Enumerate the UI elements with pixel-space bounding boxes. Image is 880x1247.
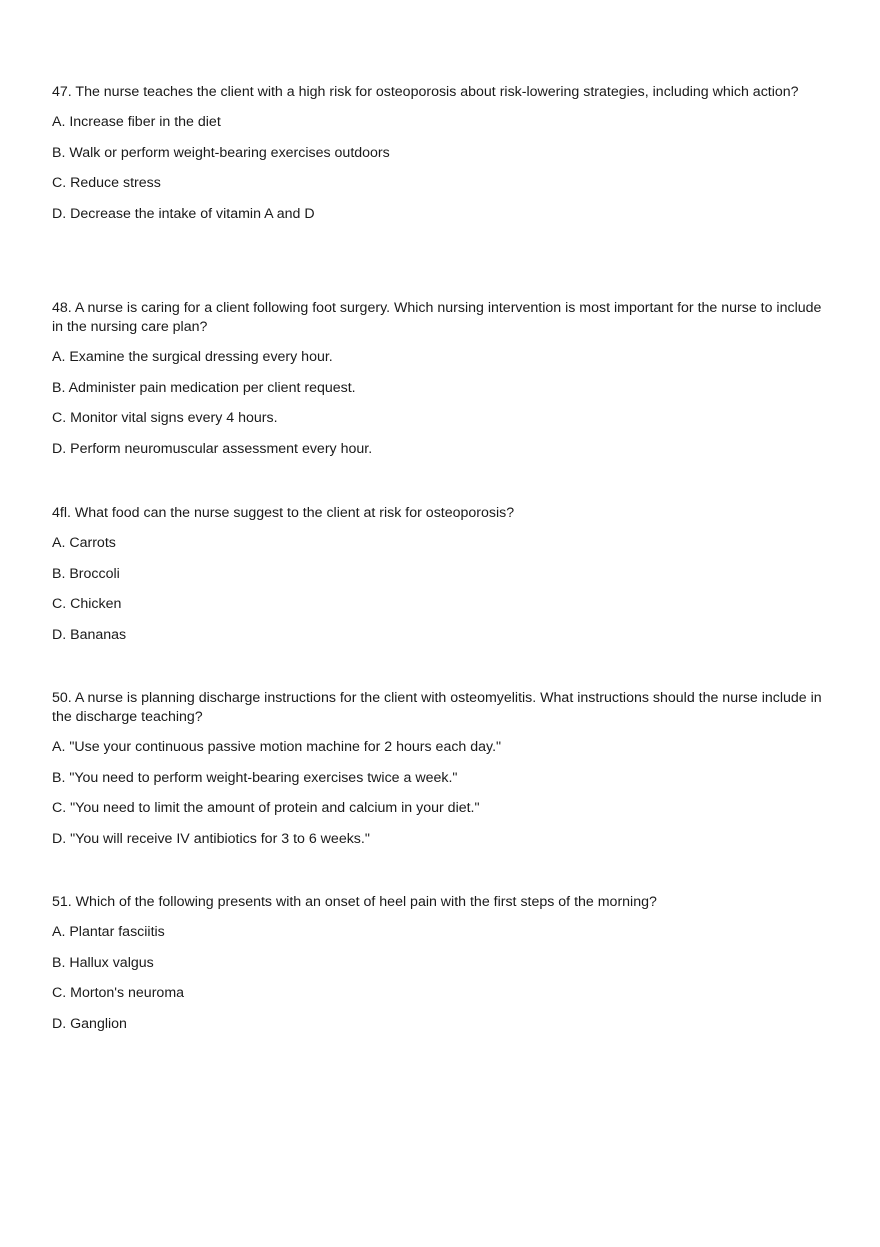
option-b: B. Administer pain medication per client request.	[52, 379, 356, 396]
option-d: D. Decrease the intake of vitamin A and D	[52, 205, 315, 222]
option-a: A. Carrots	[52, 535, 116, 551]
question-stem: 50. A nurse is planning discharge instructions for the client with osteomyelitis. What instructions should the nurse include in the discharge teaching?	[52, 690, 822, 725]
option-b: B. "You need to perform weight-bearing exercises twice a week."	[52, 769, 458, 786]
question-48	[52, 299, 822, 470]
option-c: C. Reduce stress	[52, 175, 161, 192]
option-c: C. "You need to limit the amount of protein and calcium in your diet."	[52, 800, 480, 817]
option-d: D. Perform neuromuscular assessment every hour.	[52, 440, 373, 457]
question-50	[52, 689, 822, 860]
question-49	[52, 504, 822, 656]
option-c: C. Chicken	[52, 596, 122, 613]
option-d: D. Ganglion	[52, 1015, 127, 1032]
option-a: A. "Use your continuous passive motion machine for 2 hours each day."	[52, 739, 502, 755]
option-a: A. Plantar fasciitis	[52, 924, 165, 940]
option-list	[52, 738, 822, 849]
option-b: B. Walk or perform weight-bearing exercises outdoors	[52, 144, 390, 161]
option-a: A. Examine the surgical dressing every hour.	[52, 349, 333, 365]
option-a: A. Increase fiber in the diet	[52, 114, 221, 130]
question-stem: 4fl. What food can the nurse suggest to the client at risk for osteoporosis?	[52, 505, 515, 521]
question-stem: 47. The nurse teaches the client with a high risk for osteoporosis about risk-lowering strategies, including which action?	[52, 84, 799, 100]
option-c: C. Morton's neuroma	[52, 985, 185, 1002]
option-list	[52, 113, 822, 224]
option-d: D. Bananas	[52, 626, 127, 643]
option-list	[52, 534, 822, 645]
option-c: C. Monitor vital signs every 4 hours.	[52, 410, 278, 427]
option-b: B. Broccoli	[52, 565, 120, 582]
question-47	[52, 83, 822, 235]
question-51	[52, 893, 822, 1045]
option-list	[52, 923, 822, 1034]
option-b: B. Hallux valgus	[52, 954, 154, 971]
option-list	[52, 348, 822, 459]
question-stem: 48. A nurse is caring for a client following foot surgery. Which nursing intervention is most important for the nurse to include in the nursing care plan?	[52, 300, 822, 335]
option-d: D. "You will receive IV antibiotics for 3 to 6 weeks."	[52, 830, 370, 847]
question-stem: 51. Which of the following presents with an onset of heel pain with the first steps of the morning?	[52, 894, 657, 910]
